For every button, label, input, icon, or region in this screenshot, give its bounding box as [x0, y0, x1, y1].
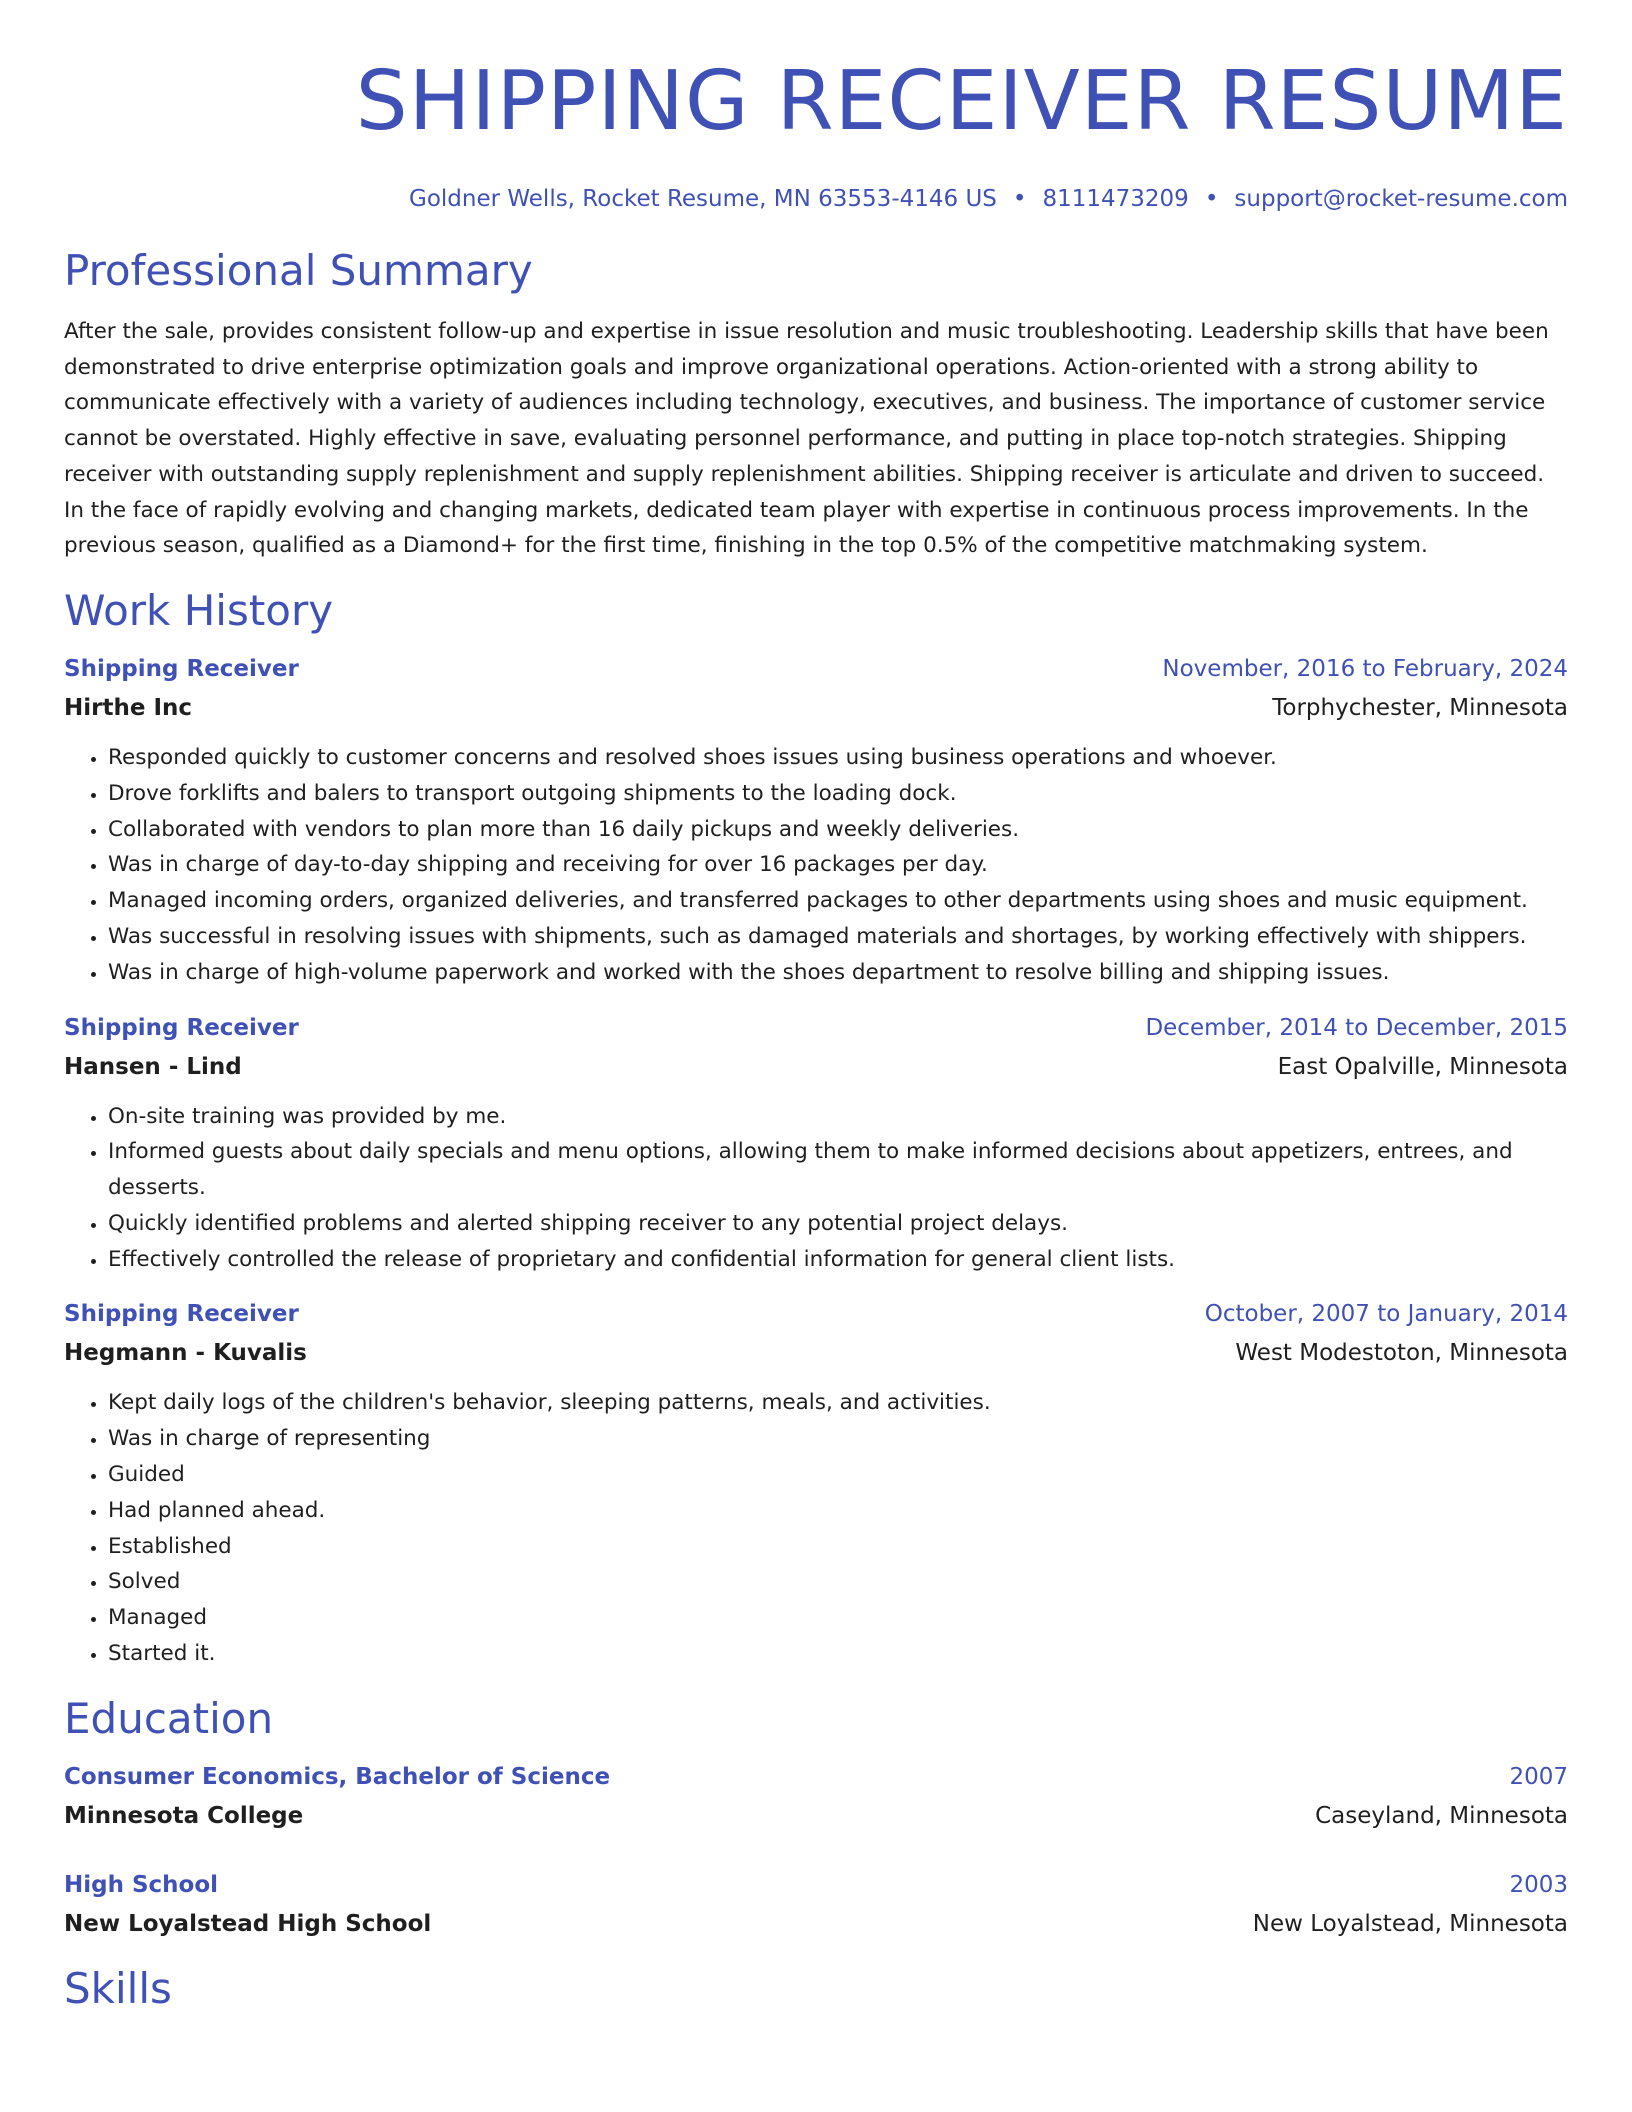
work-history-heading: Work History	[64, 585, 334, 635]
job-title: Shipping Receiver	[64, 655, 299, 682]
job-location: East Opalville, Minnesota	[1277, 1053, 1568, 1080]
summary-heading: Professional Summary	[64, 246, 533, 295]
job-subheader	[64, 1047, 1568, 1087]
education-location: New Loyalstead, Minnesota	[1252, 1910, 1568, 1937]
contact-separator: •	[1012, 186, 1027, 212]
education-header	[64, 1758, 1568, 1796]
education-school: New Loyalstead High School	[64, 1910, 432, 1937]
job-entry	[64, 650, 1568, 991]
education-header	[64, 1866, 1568, 1904]
job-title: Shipping Receiver	[64, 1301, 299, 1328]
education-heading: Education	[64, 1693, 274, 1743]
job-bullets	[64, 1385, 1568, 1671]
bullet-item: • Managed	[108, 1600, 1568, 1636]
bullet-item: • Collaborated with vendors to plan more than 16 daily pickups and weekly deliveries.	[108, 812, 1568, 848]
bullet-item: • Established	[108, 1529, 1568, 1565]
job-company: Hirthe Inc	[64, 694, 193, 721]
bullet-item: • On-site training was provided by me.	[108, 1099, 1568, 1135]
job-header	[64, 1295, 1568, 1333]
contact-address: Goldner Wells, Rocket Resume, MN 63553-4146 US	[409, 186, 997, 212]
resume-title: SHIPPING RECEIVER RESUME	[355, 54, 1568, 149]
skills-heading: Skills	[64, 1963, 172, 2013]
education-subheader	[64, 1796, 1568, 1836]
bullet-item: • Solved	[108, 1564, 1568, 1600]
bullet-item: • Was in charge of high-volume paperwork and worked with the shoes department to resolve billing and shipping issues.	[108, 955, 1568, 991]
job-bullets	[64, 740, 1568, 991]
contact-phone: 8111473209	[1042, 186, 1189, 212]
job-company: Hegmann - Kuvalis	[64, 1340, 307, 1367]
job-subheader	[64, 688, 1568, 728]
education-degree: Consumer Economics, Bachelor of Science	[64, 1763, 611, 1790]
bullet-item: • Quickly identified problems and alerted shipping receiver to any potential project delays.	[108, 1206, 1568, 1242]
education-year: 2003	[1509, 1871, 1568, 1898]
bullet-item: • Guided	[108, 1457, 1568, 1493]
job-entry	[64, 1295, 1568, 1671]
job-subheader	[64, 1333, 1568, 1373]
bullet-item: • Was successful in resolving issues with shipments, such as damaged materials and shortages, by working effectively with shippers.	[108, 919, 1568, 955]
education-location: Caseyland, Minnesota	[1315, 1802, 1568, 1829]
job-dates: December, 2014 to December, 2015	[1145, 1014, 1568, 1041]
summary-text: After the sale, provides consistent follow-up and expertise in issue resolution and music troubleshooting. Leadership skills that have been demonstrated to drive enterprise optimization goals and improve organizational operations. Action-oriented with a strong ability to communicate effectively with a variety of audiences including technology, executives, and business. The importance of customer service cannot be overstated. Highly effective in save, evaluating personnel performance, and putting in place top-notch strategies. Shipping receiver with outstanding supply replenishment and supply replenishment abilities. Shipping receiver is articulate and driven to succeed. In the face of rapidly evolving and changing markets, dedicated team player with expertise in continuous process improvements. In the previous season, qualified as a Diamond+ for the first time, finishing in the top 0.5% of the competitive matchmaking system.	[64, 319, 1549, 559]
bullet-item: • Was in charge of day-to-day shipping and receiving for over 16 packages per day.	[108, 847, 1568, 883]
contact-line	[64, 184, 1568, 214]
bullet-item: • Managed incoming orders, organized deliveries, and transferred packages to other departments using shoes and music equipment.	[108, 883, 1568, 919]
bullet-item: • Responded quickly to customer concerns and resolved shoes issues using business operations and whoever.	[108, 740, 1568, 776]
contact-separator: •	[1204, 186, 1219, 212]
education-degree: High School	[64, 1871, 219, 1898]
bullet-item: • Had planned ahead.	[108, 1493, 1568, 1529]
job-company: Hansen - Lind	[64, 1053, 242, 1080]
education-entry	[64, 1866, 1568, 1944]
job-header	[64, 650, 1568, 688]
bullet-item: • Informed guests about daily specials and menu options, allowing them to make informed decisions about appetizers, entrees, and desserts.	[108, 1134, 1568, 1206]
job-title: Shipping Receiver	[64, 1014, 299, 1041]
bullet-item: • Drove forklifts and balers to transport outgoing shipments to the loading dock.	[108, 776, 1568, 812]
job-bullets	[64, 1099, 1568, 1278]
education-subheader	[64, 1904, 1568, 1944]
education-entry	[64, 1758, 1568, 1836]
education-year: 2007	[1509, 1763, 1568, 1790]
bullet-item: • Kept daily logs of the children's behavior, sleeping patterns, meals, and activities.	[108, 1385, 1568, 1421]
education-school: Minnesota College	[64, 1802, 304, 1829]
job-dates: November, 2016 to February, 2024	[1162, 655, 1568, 682]
job-dates: October, 2007 to January, 2014	[1204, 1301, 1568, 1328]
bullet-item: • Was in charge of representing	[108, 1421, 1568, 1457]
job-entry	[64, 1009, 1568, 1278]
contact-email: support@rocket-resume.com	[1234, 186, 1568, 212]
bullet-item: • Effectively controlled the release of proprietary and confidential information for general client lists.	[108, 1242, 1568, 1278]
job-header	[64, 1009, 1568, 1047]
job-location: Torphychester, Minnesota	[1272, 694, 1568, 721]
job-location: West Modestoton, Minnesota	[1235, 1340, 1568, 1367]
bullet-item: • Started it.	[108, 1636, 1568, 1672]
